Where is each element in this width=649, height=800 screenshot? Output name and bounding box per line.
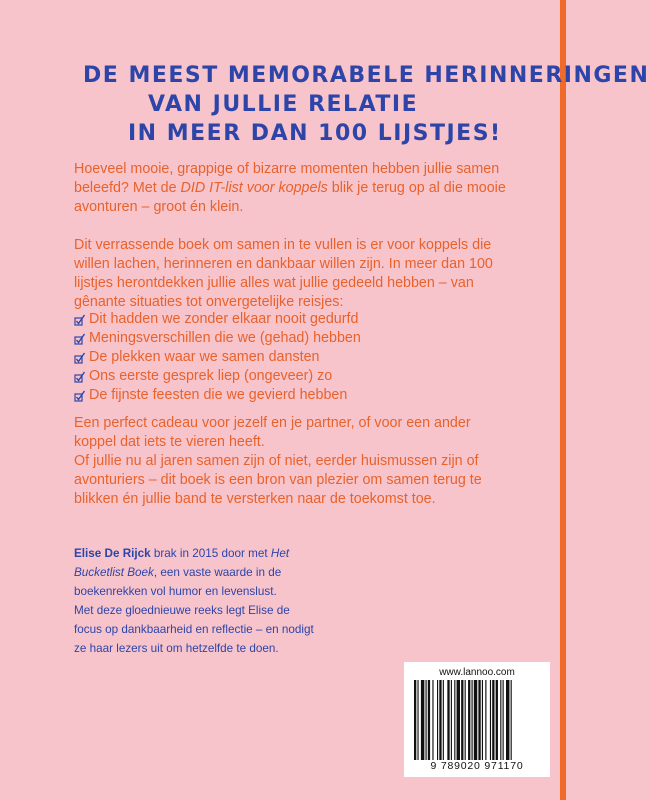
checklist-item xyxy=(74,329,514,348)
checklist-item xyxy=(74,348,514,367)
headline-line-3: IN MEER DAN 100 LIJSTJES! xyxy=(128,121,502,146)
checkbox-checked-icon xyxy=(74,352,86,364)
checklist xyxy=(74,310,514,405)
author-text-3: Met deze gloednieuwe reeks legt Elise de focus op dankbaarheid en reflectie – en nodigt ze haar lezers uit om hetzelfde te doen. xyxy=(74,604,314,655)
intro-text-before: Hoeveel mooie, grappige of bizarre momenten hebben jullie samen beleefd? Met de xyxy=(74,161,500,196)
description-text: Dit verrassende boek om samen in te vullen is er voor koppels die willen lachen, herinneren en dankbaar willen zijn. In meer dan 100 lijstjes herontdekken jullie alles wat jullie gedeeld hebben – van gênante situaties tot onvergetelijke reisjes: xyxy=(74,237,493,310)
checklist-item xyxy=(74,310,514,329)
checkbox-checked-icon xyxy=(74,314,86,326)
intro-paragraph xyxy=(74,160,514,217)
checklist-item xyxy=(74,367,514,386)
headline-line-1: DE MEEST MEMORABELE HERINNERINGEN xyxy=(83,63,649,88)
intro-italic-title: DID IT-list voor koppels xyxy=(180,180,328,196)
checklist-item-label: Ons eerste gesprek liep (ongeveer) zo xyxy=(89,368,333,384)
barcode-image xyxy=(414,680,540,760)
closing-paragraph xyxy=(74,414,514,509)
author-text-1: brak in 2015 door met xyxy=(150,547,271,560)
spine-edge xyxy=(560,0,566,800)
checklist-item xyxy=(74,386,514,405)
intro-text-after: blik je terug op al die mooie avonturen – groot én klein. xyxy=(74,180,506,215)
author-text-2: , een vaste waarde in de boekenrekken vol humor en levenslust. xyxy=(74,566,282,598)
checkbox-checked-icon xyxy=(74,333,86,345)
checklist-item-label: De fijnste feesten die we gevierd hebben xyxy=(89,387,348,403)
checkbox-checked-icon xyxy=(74,390,86,402)
barcode-box xyxy=(404,662,550,777)
isbn-number: 9 789020 971170 xyxy=(430,760,524,772)
headline-line-2: VAN JULLIE RELATIE xyxy=(148,92,419,117)
closing-line-2: Of jullie nu al jaren samen zijn of niet, eerder huismussen zijn of avonturiers – dit boek is een bron van plezier om samen terug te blikken én jullie band te versterken naar de toekomst toe. xyxy=(74,453,482,507)
checklist-item-label: De plekken waar we samen dansten xyxy=(89,349,320,365)
checklist-item-label: Dit hadden we zonder elkaar nooit gedurfd xyxy=(89,311,359,327)
closing-line-1: Een perfect cadeau voor jezelf en je partner, of voor een ander koppel dat iets te vieren heeft. xyxy=(74,415,471,450)
author-bio xyxy=(74,544,314,658)
checkbox-checked-icon xyxy=(74,371,86,383)
author-name: Elise De Rijck xyxy=(74,547,151,560)
checklist-item-label: Meningsverschillen die we (gehad) hebben xyxy=(89,330,361,346)
author-book-title: Het Bucketlist Boek xyxy=(74,547,290,579)
description-paragraph xyxy=(74,236,514,312)
publisher-url: www.lannoo.com xyxy=(439,667,515,678)
